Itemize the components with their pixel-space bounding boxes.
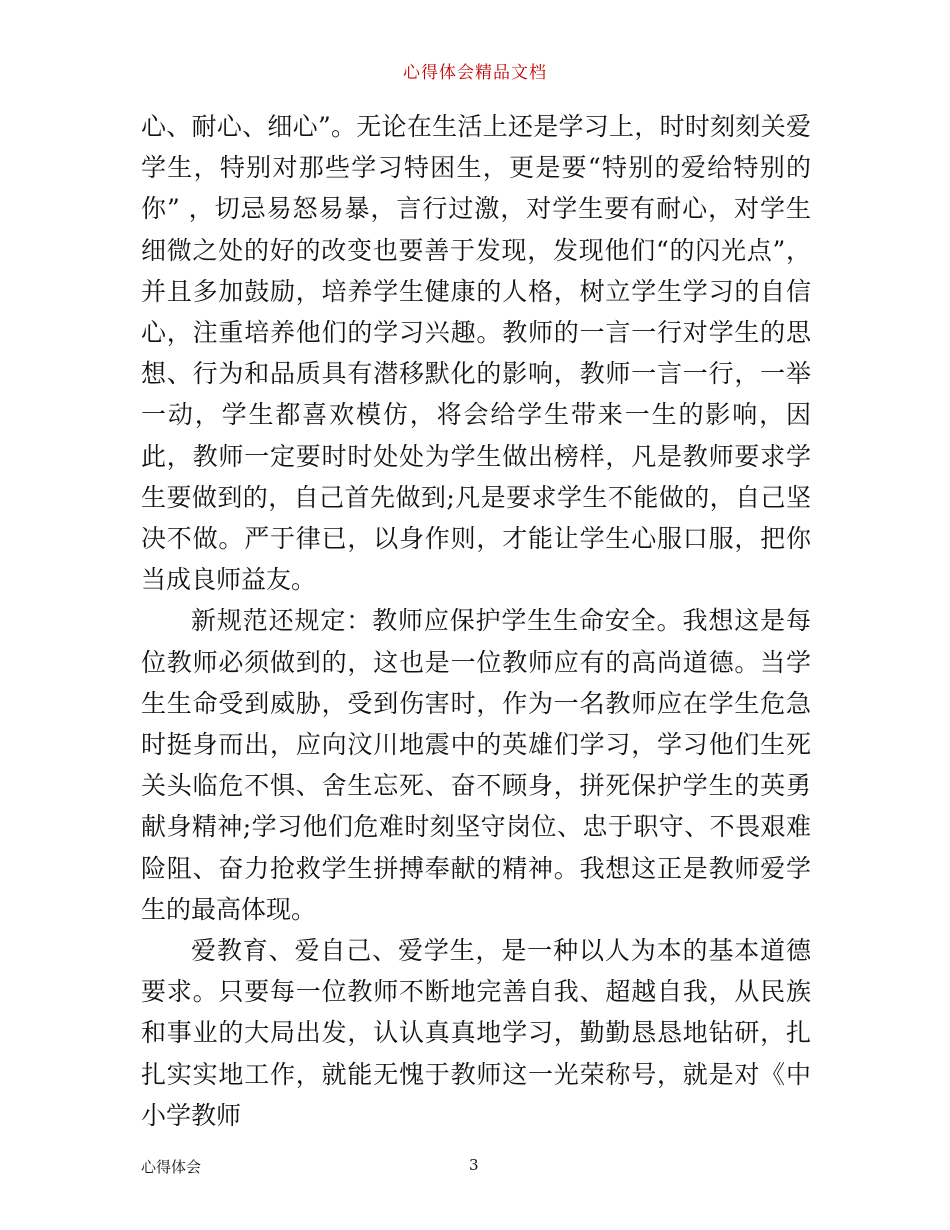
page-number: 3 xyxy=(469,1156,479,1174)
paragraph-safety: 新规范还规定：教师应保护学生生命安全。我想这是每位教师必须做到的，这也是一位教师应有的高尚道德。当学生生命受到威胁，受到伤害时，作为一名教师应在学生危急时挺身而出，应向汶川地震中的英雄们学习，学习他们生死关头临危不惧、舍生忘死、奋不顾身，拼死保护学生的英勇献身精神;学习他们危难时刻坚守岗位、忠于职守、不畏艰难险阻、奋力抢救学生拼搏奉献的精神。我想这正是教师爱学生的最高体现。 xyxy=(141,606,811,924)
footer-label: 心得体会 xyxy=(141,1158,202,1176)
header-title: 心得体会精品文档 xyxy=(403,63,547,83)
document-body xyxy=(141,106,811,1136)
paragraph-love-education: 爱教育、爱自己、爱学生，是一种以人为本的基本道德要求。只要每一位教师不断地完善自我、超越自我，从民族和事业的大局出发，认认真真地学习，勤勤恳恳地钻研，扎扎实实地工作，就能无愧于教师这一光荣称号，就是对《中小学教师 xyxy=(141,936,811,1130)
paragraph-continuation: 心、耐心、细心”。无论在生活上还是学习上，时时刻刻关爱学生，特别对那些学习特困生，更是要“特别的爱给特别的你” ，切忌易怒易暴，言行过激，对学生要有耐心，对学生细微之处的好的改变也要善于发现，发现他们“的闪光点”，并且多加鼓励，培养学生健康的人格，树立学生学习的自信心，注重培养他们的学习兴趣。教师的一言一行对学生的思想、行为和品质具有潜移默化的影响，教师一言一行，一举一动，学生都喜欢模仿，将会给学生带来一生的影响，因此，教师一定要时时处处为学生做出榜样，凡是教师要求学生要做到的，自己首先做到;凡是要求学生不能做的，自己坚决不做。严于律已，以身作则，才能让学生心服口服，把你当成良师益友。 xyxy=(141,112,811,595)
